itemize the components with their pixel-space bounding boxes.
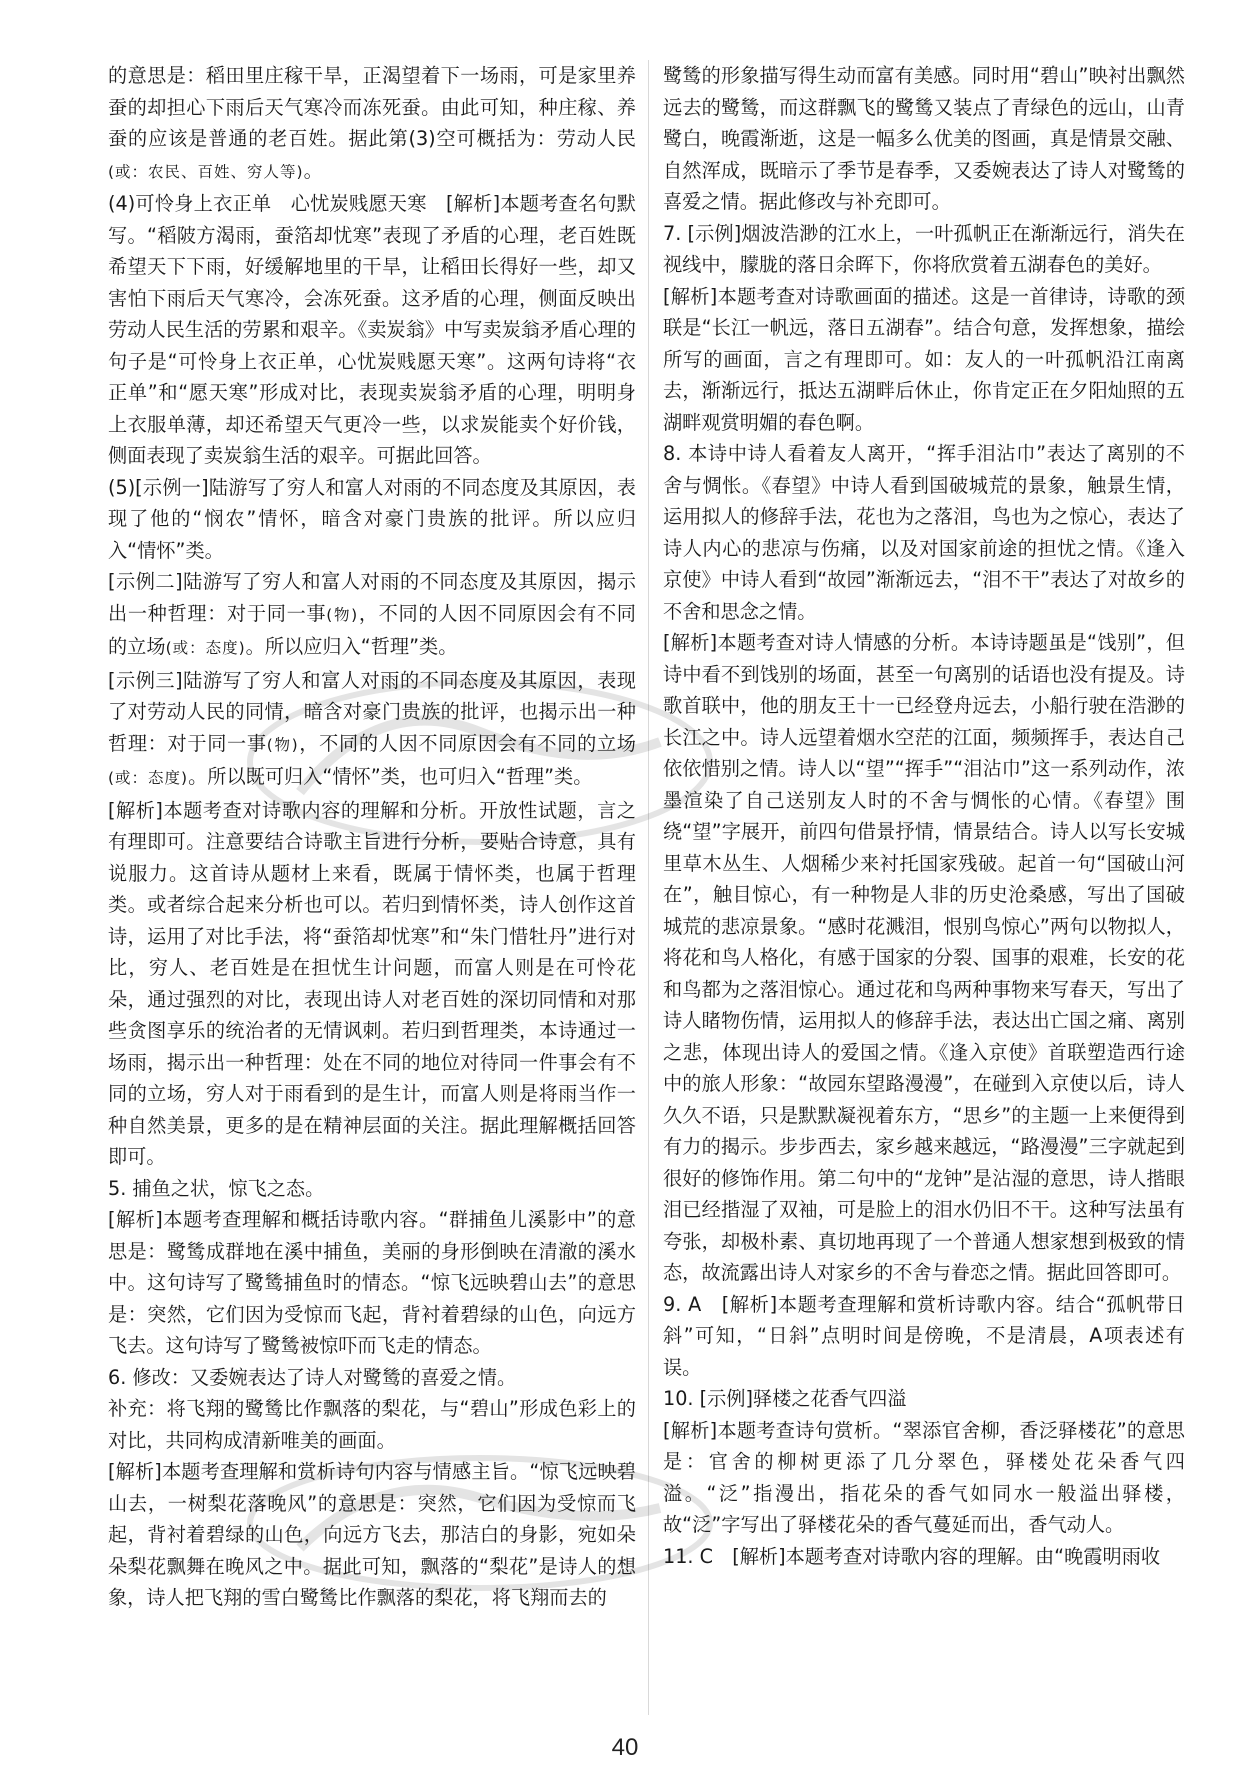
left-paragraph	[108, 665, 636, 795]
column-divider	[648, 60, 649, 1715]
text-run: 。所以应归入“哲理”类。	[245, 635, 458, 658]
text-run: 本题考查对诗歌内容的理解。由“晚霞明雨收	[785, 1544, 1161, 1568]
left-column	[108, 60, 636, 1614]
analysis-tag: [解析]	[663, 284, 718, 308]
left-paragraph	[108, 1456, 636, 1614]
right-paragraph	[663, 218, 1185, 281]
text-run: 11. C	[663, 1544, 733, 1568]
right-paragraph	[663, 438, 1185, 627]
text-run: 鹭鸶的形象描写得生动而富有美感。同时用“碧山”映衬出飘然远去的鹭鸶，而这群飘飞的鹭鸶又装点了青绿色的远山，山青鹭白，晚霞渐逝，这是一幅多么优美的图画，真是情景交融、自然浑成，既暗示了季节是春季，又委婉表达了诗人对鹭鸶的喜爱之情。据此修改与补充即可。	[663, 64, 1185, 213]
left-paragraph	[108, 1204, 636, 1362]
text-run: 本题考查名句默写。“稻陂方渴雨，蚕箔却忧寒”表现了矛盾的心理，老百姓既希望天下下雨，好缓解地里的干旱，让稻田长得好一些，却又害怕下雨后天气寒冷，会冻死蚕。这矛盾的心理，侧面反映出劳动人民生活的劳累和艰辛。《卖炭翁》中写卖炭翁矛盾心理的句子是“可怜身上衣正单，心忧炭贱愿天寒”。这两句诗将“衣正单”和“愿天寒”形成对比，表现卖炭翁矛盾的心理，明明身上衣服单薄，却还希望天气更冷一些，以求炭能卖个好价钱，侧面表现了卖炭翁生活的艰辛。可据此回答。	[108, 192, 636, 467]
text-run: (5)[示例一]陆游写了穷人和富人对雨的不同态度及其原因，表现了他的“悯农”情怀，暗含对豪门贵族的批评。所以应归入“情怀”类。	[108, 475, 636, 562]
analysis-tag: [解析]	[108, 1460, 162, 1483]
right-paragraph	[663, 627, 1185, 1289]
text-run: 5. 捕鱼之状，惊飞之态。	[108, 1176, 325, 1200]
text-run: 8. 本诗中诗人看着友人离开，“挥手泪沾巾”表达了离别的不舍与惆怅。《春望》中诗人看到国破城荒的景象，触景生情，运用拟人的修辞手法，花也为之落泪，鸟也为之惊心，表达了诗人内心的悲凉与伤痛，以及对国家前途的担忧之情。《逢入京使》中诗人看到“故园”渐渐远去，“泪不干”表达了对故乡的不舍和思念之情。	[663, 442, 1185, 623]
right-paragraph	[663, 1383, 1185, 1415]
analysis-tag: [解析]	[108, 798, 163, 822]
text-run: 本题考查理解和概括诗歌内容。“群捕鱼儿溪影中”的意思是：鹭鸶成群地在溪中捕鱼，美丽的身形倒映在清澈的溪水中。这句诗写了鹭鸶捕鱼时的情态。“惊飞远映碧山去”的意思是：突然，它们因为受惊而飞起，背衬着碧绿的山色，向远方飞去。这句诗写了鹭鸶被惊吓而飞走的情态。	[108, 1208, 636, 1357]
text-run: 本题考查理解和赏析诗句内容与情感主旨。“惊飞远映碧山去，一树梨花落晚风”的意思是：突然，它们因为受惊而飞起，背衬着碧绿的山色，向远方飞去，那洁白的身影，宛如朵朵梨花飘舞在晚风之中。据此可知，飘落的“梨花”是诗人的想象，诗人把飞翔的雪白鹭鸶比作飘落的梨花，将飞翔而去的	[108, 1460, 636, 1609]
text-run: [示例三]陆游写了穷人和富人对雨的不同态度及其原因，表现了对劳动人民的同情，暗含对豪门贵族的批评，也揭示出一种哲理：对于同一事	[108, 668, 636, 755]
text-run: 9. A	[663, 1292, 722, 1316]
analysis-tag: [解析]	[446, 192, 501, 215]
text-run: 。	[303, 158, 323, 182]
analysis-tag: [解析]	[732, 1544, 786, 1568]
left-paragraph	[108, 1173, 636, 1205]
right-column	[663, 60, 1185, 1572]
inline-note: (物)	[266, 735, 299, 754]
text-run: 本题考查对诗歌内容的理解和分析。开放性试题，言之有理即可。注意要结合诗歌主旨进行分析，要贴合诗意，具有说服力。这首诗从题材上来看，既属于情怀类，也属于哲理类。或者综合起来分析也可以。若归到情怀类，诗人创作这首诗，运用了对比手法，将“蚕箔却忧寒”和“朱门惜牡丹”进行对比，穷人、老百姓是在担忧生计问题，而富人则是在可怜花朵，通过强烈的对比，表现出诗人对老百姓的深切同情和对那些贪图享乐的统治者的无情讽刺。若归到哲理类，本诗通过一场雨，揭示出一种哲理：处在不同的地位对待同一件事会有不同的立场，穷人对于雨看到的是生计，而富人则是将雨当作一种自然美景，更多的是在精神层面的关注。据此理解概括回答即可。	[108, 798, 636, 1168]
right-paragraph	[663, 1541, 1185, 1573]
text-run: (4)可怜身上衣正单 心忧炭贱愿天寒	[108, 192, 447, 215]
text-run: 补充：将飞翔的鹭鸶比作飘落的梨花，与“碧山”形成色彩上的对比，共同构成清新唯美的画面。	[108, 1397, 636, 1452]
left-paragraph	[108, 1393, 636, 1456]
inline-note: (或：态度)	[108, 769, 189, 787]
left-paragraph	[108, 795, 636, 1173]
right-paragraph	[663, 281, 1185, 439]
text-run: 10. [示例]驿楼之花香气四溢	[663, 1387, 907, 1410]
text-run: 本题考查对诗歌画面的描述。这是一首律诗，诗歌的颈联是“长江一帆远，落日五湖春”。结合句意，发挥想象，描绘所写的画面，言之有理即可。如：友人的一叶孤帆沿江南离去，渐渐远行，抵达五湖畔后休止，你肯定正在夕阳灿照的五湖畔观赏明媚的春色啊。	[663, 284, 1186, 434]
text-run: 本题考查诗句赏析。“翠添官舍柳，香泛驿楼花”的意思是：官舍的柳树更添了几分翠色，驿楼处花朵香气四溢。“泛”指漫出，指花朵的香气如同水一般溢出驿楼，故“泛”字写出了驿楼花朵的香气蔓延而出，香气动人。	[663, 1418, 1185, 1536]
text-run: 的意思是：稻田里庄稼干旱，正渴望着下一场雨，可是家里养蚕的却担心下雨后天气寒冷而冻死蚕。由此可知，种庄稼、养蚕的应该是普通的老百姓。据此第(3)空可概括为：劳动人民	[108, 64, 636, 150]
left-paragraph	[108, 188, 636, 472]
text-run: [示例二]陆游写了穷人和富人对雨的不同态度及其原因，揭示出一种哲理：对于同一事	[108, 570, 636, 625]
analysis-tag: [解析]	[663, 631, 718, 654]
page-number: 40	[611, 1734, 639, 1761]
text-run: 本题考查理解和赏析诗歌内容。结合“孤帆带日斜”可知，“日斜”点明时间是傍晚，不是清晨，A项表述有误。	[663, 1292, 1185, 1379]
right-paragraph	[663, 1289, 1185, 1384]
right-paragraph	[663, 60, 1185, 218]
left-paragraph	[108, 566, 636, 665]
text-run: 。所以既可归入“情怀”类，也可归入“哲理”类。	[188, 765, 593, 788]
text-run: ，不同的人因不同原因会有不同的立场	[298, 731, 636, 755]
right-paragraph	[663, 1415, 1185, 1541]
analysis-tag: [解析]	[108, 1208, 163, 1231]
inline-note: (或：态度)	[165, 639, 246, 657]
inline-note: (物)	[326, 605, 359, 624]
text-run: 本题考查对诗人情感的分析。本诗诗题虽是“饯别”，但诗中看不到饯别的场面，甚至一句离别的话语也没有提及。诗歌首联中，他的朋友王十一已经登舟远去，小船行驶在浩渺的长江之中。诗人远望着烟水空茫的江面，频频挥手，表达自己依依惜别之情。诗人以“望”“挥手”“泪沾巾”这一系列动作，浓墨渲染了自己送别友人时的不舍与惆怅的心情。《春望》围绕“望”字展开，前四句借景抒情，情景结合。诗人以写长安城里草木丛生、人烟稀少来衬托国家残破。起首一句“国破山河在”，触目惊心，有一种物是人非的历史沧桑感，写出了国破城荒的悲凉景象。“感时花溅泪，恨别鸟惊心”两句以物拟人，将花和鸟人格化，有感于国家的分裂、国事的艰难，长安的花和鸟都为之落泪惊心。通过花和鸟两种事物来写春天，写出了诗人睹物伤情，运用拟人的修辞手法，表达出亡国之痛、离别之悲，体现出诗人的爱国之情。《逢入京使》首联塑造西行途中的旅人形象：“故园东望路漫漫”，在碰到入京使以后，诗人久久不语，只是默默凝视着东方，“思乡”的主题一上来便得到有力的揭示。步步西去，家乡越来越远，“路漫漫”三字就起到很好的修饰作用。第二句中的“龙钟”是沾湿的意思，诗人揩眼泪已经揩湿了双袖，可是脸上的泪水仍旧不干。这种写法虽有夸张，却极朴素、真切地再现了一个普通人想家想到极致的情态，故流露出诗人对家乡的不舍与眷恋之情。据此回答即可。	[663, 631, 1185, 1284]
text-run: 7. [示例]烟波浩渺的江水上，一叶孤帆正在渐渐远行，消失在视线中，朦胧的落日余晖下，你将欣赏着五湖春色的美好。	[663, 221, 1185, 276]
left-paragraph	[108, 60, 636, 188]
text-run: 6. 修改：又委婉表达了诗人对鹭鸶的喜爱之情。	[108, 1365, 517, 1389]
left-paragraph	[108, 1362, 636, 1394]
analysis-tag: [解析]	[663, 1418, 718, 1442]
text-run: ，不同的人因不同原因会有不同的立场	[108, 601, 636, 658]
analysis-tag: [解析]	[721, 1292, 778, 1316]
inline-note: (或：农民、百姓、穷人等)	[108, 162, 304, 181]
left-paragraph	[108, 472, 636, 567]
